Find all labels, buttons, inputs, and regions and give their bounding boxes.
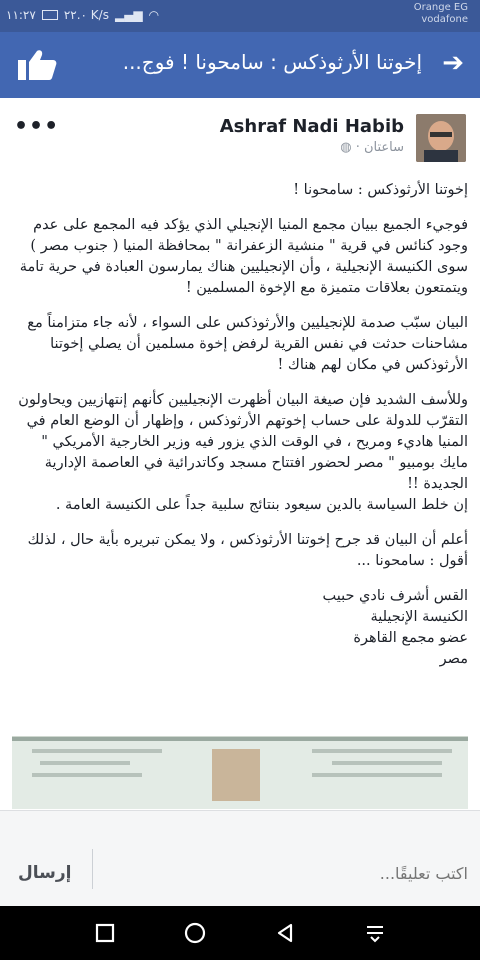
globe-icon: ◍ [340,140,352,155]
network-speed: ٢٢.٠ K/s [63,8,109,22]
battery-icon [42,10,58,20]
comment-bar [0,810,480,907]
attached-image[interactable] [12,736,468,809]
signature-line: عضو مجمع القاهرة [353,630,468,646]
blurred-text [32,749,162,753]
signature [12,586,468,670]
post-content [0,98,480,810]
avatar-image [416,114,466,162]
wifi-icon: ◠ [148,8,160,22]
square-icon[interactable] [94,922,116,944]
menu-down-icon[interactable] [364,922,386,944]
post-paragraph: إن خلط السياسة بالدين سيعود بنتائج سلبية جداً على الكنيسة العامة . [55,497,468,513]
carrier-1: Orange EG [413,2,468,13]
post-paragraph: إخوتنا الأرثوذكس : سامحونا ! [293,182,468,198]
page-title: إخوتنا الأرثوذكس : سامحونا ! فوج... [122,50,422,74]
send-button[interactable]: إرسال [18,863,72,883]
more-icon[interactable]: ••• [14,114,60,139]
blurred-text [32,773,142,777]
like-icon[interactable] [16,48,58,82]
church-logo [212,749,260,801]
back-arrow-icon[interactable]: ➔ [442,48,464,78]
post-paragraph: البيان سبّب صدمة للإنجيليين والأرثوذكس على السواء ، لأنه جاء متزامناً مع مشاحنات حدثت في نفس القرية لرفض إخوة مسلمين أن يصلي إخوتنا الأرثوذكس في مكان لهم هناك ! [27,315,468,373]
comment-input[interactable] [110,857,470,889]
signature-line: القس أشرف نادي حبيب [322,588,468,604]
image-top-bar [12,737,468,741]
divider [92,849,93,889]
blurred-text [40,761,130,765]
post-paragraph: وللأسف الشديد فإن صيغة البيان أظهرت الإنجيليين كأنهم إنتهازيين ويحاولون التقرّب للدولة على حساب إخوتهم الأرثوذكس ، وإظهار أن الوضع العام في المنيا هاديء ومريح ، في الوقت الذي يزور فيه وزير الخارجية الأمريكي " مايك بومبيو " مصر لحضور افتتاح مسجد وكاتدرائية في العاصمة الإدارية الجديدة !! [18,392,468,492]
app-bar [0,32,480,98]
status-icons [6,8,159,22]
post-paragraph: فوجيء الجميع ببيان مجمع المنيا الإنجيلي الذي يؤكد فيه المجمع على عدم وجود كنائس في قرية " منشية الزعفرانة " بمحافظة المنيا ( جنوب مصر ) سوى الكنيسة الإنجيلية ، وأن الإنجيليين هناك يمارسون العبادة في حرية تامة ويتمتعون بعلاقات متميزة مع الإخوة المسلمين ! [19,217,468,296]
navigation-bar [0,906,480,960]
post-paragraph: أعلم أن البيان قد جرح إخوتنا الأرثوذكس ، ولا يمكن تبريره بأية حال ، لذلك أقول : سامحونا ... [27,532,468,569]
status-bar [0,0,480,32]
signal-icon: ▂▄▆ [114,8,143,22]
avatar[interactable] [416,114,466,162]
blurred-text [312,749,452,753]
blurred-text [332,761,442,765]
carrier [414,2,468,26]
blurred-text [312,773,442,777]
signature-line: الكنيسة الإنجيلية [370,609,468,625]
time: ١١:٢٧ [6,8,36,22]
author-name[interactable]: Ashraf Nadi Habib [219,116,404,137]
post-body [12,180,468,670]
post-time [340,140,404,155]
signature-line: مصر [439,651,468,667]
circle-icon[interactable] [184,922,206,944]
time-label: ساعتان · [355,140,404,155]
carrier-2: vodafone [421,14,468,25]
triangle-icon[interactable] [274,922,296,944]
